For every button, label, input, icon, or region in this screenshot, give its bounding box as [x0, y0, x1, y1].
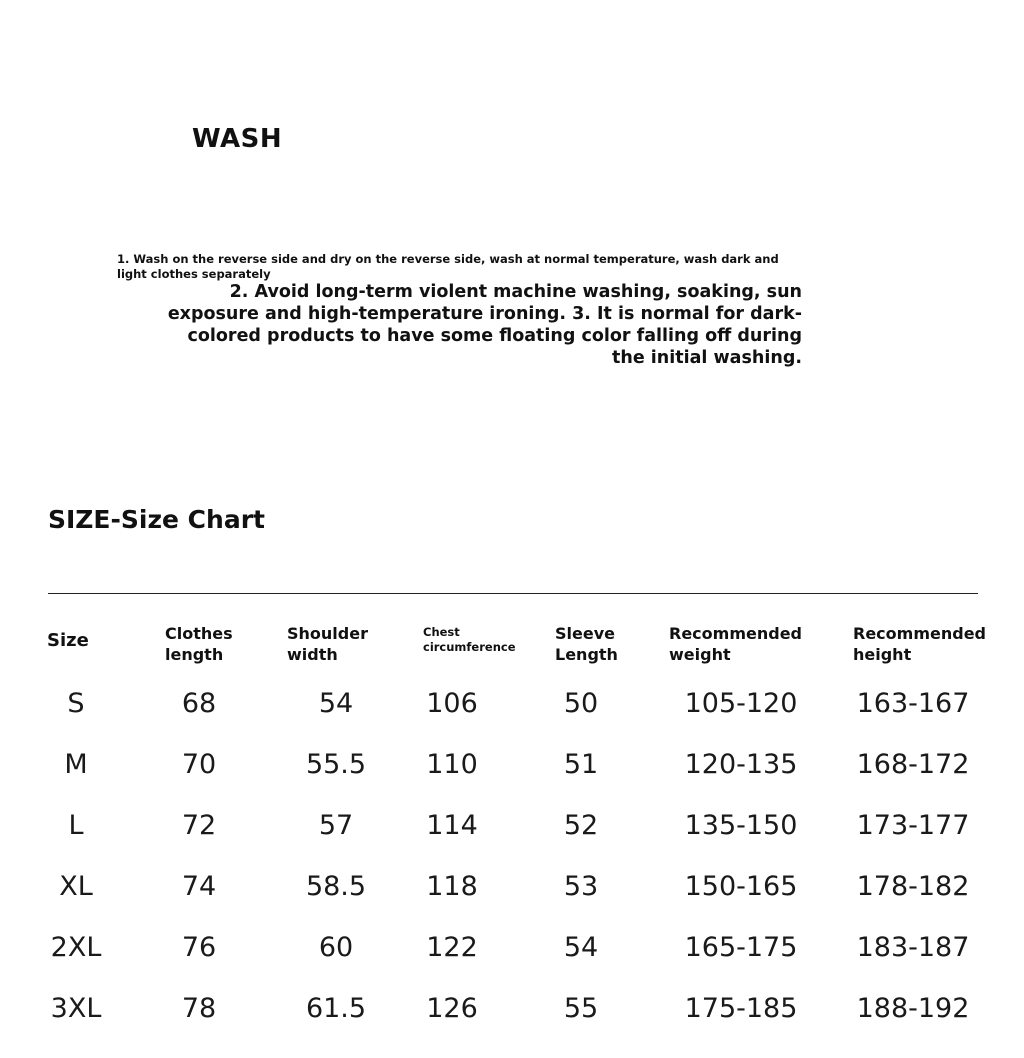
cell-clothes-length: 70 — [181, 749, 217, 780]
cell-sleeve-length: 53 — [563, 871, 599, 902]
cell-chest-circumference: 122 — [426, 932, 478, 963]
cell-clothes-length: 72 — [181, 810, 217, 841]
wash-instruction-line-2: 2. Avoid long-term violent machine washing, soaking, sun exposure and high-temperature ironing. 3. It is normal for dark-colored products to have some floating color falling off during the initial washing. — [167, 282, 802, 368]
cell-clothes-length: 78 — [181, 993, 217, 1024]
cell-recommended-height: 173-177 — [856, 810, 970, 841]
cell-sleeve-length: 50 — [563, 688, 599, 719]
cell-size: S — [67, 688, 85, 719]
cell-chest-circumference: 106 — [426, 688, 478, 719]
size-chart-title: SIZE-Size Chart — [48, 505, 265, 534]
cell-recommended-weight: 120-135 — [684, 749, 798, 780]
cell-size: L — [68, 810, 84, 841]
cell-clothes-length: 74 — [181, 871, 217, 902]
cell-recommended-weight: 135-150 — [684, 810, 798, 841]
cell-recommended-weight: 150-165 — [684, 871, 798, 902]
cell-shoulder-width: 58.5 — [305, 871, 367, 902]
cell-size: 2XL — [50, 932, 102, 963]
wash-instruction-line-1: 1. Wash on the reverse side and dry on the reverse side, wash at normal temperature, wash dark and light clothes separately — [117, 252, 779, 281]
wash-title: WASH — [192, 124, 283, 154]
cell-recommended-weight: 165-175 — [684, 932, 798, 963]
cell-chest-circumference: 118 — [426, 871, 478, 902]
cell-sleeve-length: 55 — [563, 993, 599, 1024]
cell-size: 3XL — [50, 993, 102, 1024]
cell-chest-circumference: 110 — [426, 749, 478, 780]
cell-chest-circumference: 126 — [426, 993, 478, 1024]
cell-clothes-length: 76 — [181, 932, 217, 963]
cell-sleeve-length: 52 — [563, 810, 599, 841]
cell-recommended-height: 178-182 — [856, 871, 970, 902]
cell-size: M — [64, 749, 88, 780]
cell-chest-circumference: 114 — [426, 810, 478, 841]
cell-shoulder-width: 61.5 — [305, 993, 367, 1024]
column-header-recommended-weight: Recommended weight — [669, 624, 802, 664]
cell-shoulder-width: 55.5 — [305, 749, 367, 780]
column-header-sleeve-length: Sleeve Length — [555, 624, 618, 664]
cell-clothes-length: 68 — [181, 688, 217, 719]
cell-recommended-height: 163-167 — [856, 688, 970, 719]
cell-recommended-height: 168-172 — [856, 749, 970, 780]
cell-shoulder-width: 60 — [318, 932, 354, 963]
column-header-chest-circumference: Chest circumference — [423, 625, 516, 654]
cell-recommended-weight: 175-185 — [684, 993, 798, 1024]
cell-shoulder-width: 54 — [318, 688, 354, 719]
column-header-shoulder-width: Shoulder width — [287, 624, 368, 664]
cell-shoulder-width: 57 — [318, 810, 354, 841]
divider — [48, 593, 978, 594]
column-header-size: Size — [47, 630, 89, 651]
cell-recommended-height: 188-192 — [856, 993, 970, 1024]
cell-recommended-height: 183-187 — [856, 932, 970, 963]
column-header-recommended-height: Recommended height — [853, 624, 986, 664]
cell-sleeve-length: 51 — [563, 749, 599, 780]
cell-size: XL — [59, 871, 93, 902]
cell-recommended-weight: 105-120 — [684, 688, 798, 719]
cell-sleeve-length: 54 — [563, 932, 599, 963]
column-header-clothes-length: Clothes length — [165, 624, 233, 664]
